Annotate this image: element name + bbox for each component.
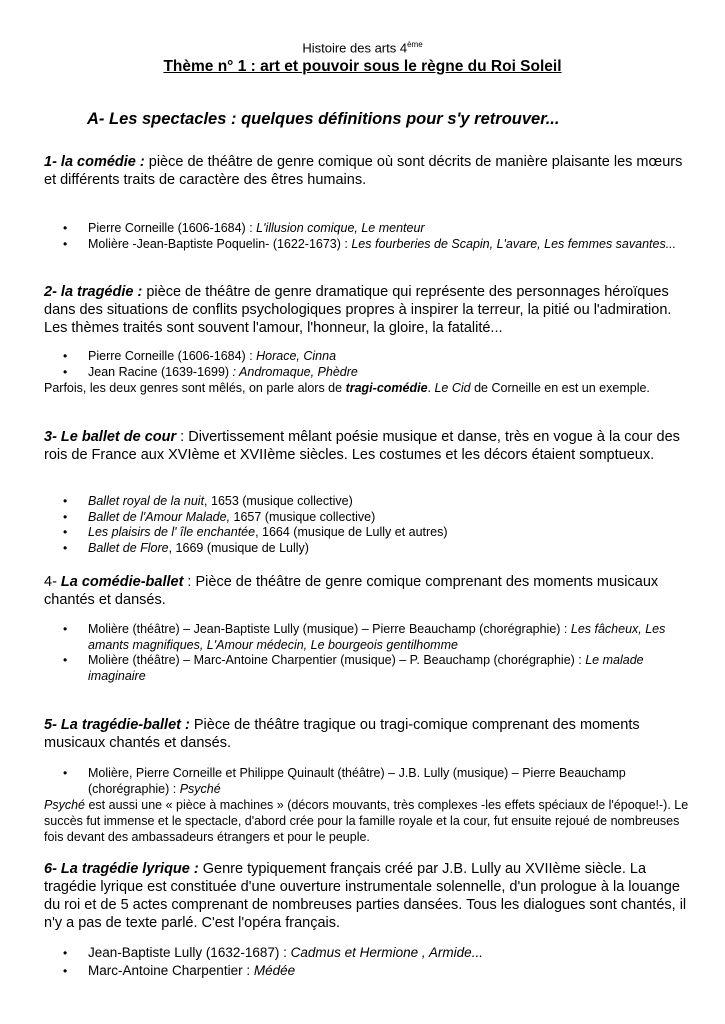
definition-text: pièce de théâtre de genre comique où sont décrits de manière plaisante les mœurs et différents traits de caractère des êtres humains. — [44, 154, 683, 188]
item-author: Marc-Antoine Charpentier : — [88, 963, 254, 978]
item-works: Les fourberies de Scapin, L'avare, Les femmes savantes... — [351, 236, 677, 251]
list-item — [0, 494, 725, 510]
definition-number: 4- — [44, 574, 61, 590]
examples-list-comedie — [0, 221, 725, 252]
item-works: Les fâcheux, Les amants magnifiques, L'Amour médecin, Le bourgeois gentilhomme — [88, 622, 666, 652]
definition-text: Genre typiquement français créé par J.B. Lully au XVIIème siècle. La tragédie lyrique est constituée d'une ouverture instrumentale solennelle, d'un prologue à la louange du roi et de 5 actes comprenant de nombreuses parties dansées. Tous les dialogues sont chantés, il n'y a pas de texte parlé. C'est l'opéra français. — [44, 861, 687, 931]
note-title: Le Cid — [434, 381, 471, 395]
item-author: Jean-Baptiste Lully (1632-1687) : — [88, 945, 291, 960]
section-heading: A- Les spectacles : quelques définitions pour s'y retrouver... — [87, 110, 560, 128]
definition-tragedie — [44, 283, 694, 337]
psyche-note — [44, 797, 694, 845]
subject-text: Histoire des arts 4 — [302, 40, 408, 56]
definition-text: pièce de théâtre de genre dramatique qui représente des personnages héroïques dans des situations de conflits psychologiques propres à inspirer la terreur, la pitié ou l'admiration. Les thèmes traités sont souvent l'amour, l'honneur, la gloire, la fatalité... — [44, 284, 672, 336]
tragi-comedie-note — [44, 380, 694, 396]
note-text: de Corneille en est un exemple. — [470, 381, 650, 395]
definition-label: 6- La tragédie lyrique : — [44, 861, 199, 877]
item-works: Ballet royal de la nuit — [88, 494, 205, 508]
list-item — [0, 365, 725, 381]
definition-text: : Pièce de théâtre de genre comique comprenant des moments musicaux chantés et dansés. — [44, 574, 659, 608]
list-item — [0, 237, 725, 253]
examples-list-tragedie-ballet — [0, 766, 725, 797]
item-author: Molière (théâtre) – Marc-Antoine Charpentier (musique) – P. Beauchamp (chorégraphie) : — [88, 653, 586, 667]
item-author: Molière (théâtre) – Jean-Baptiste Lully (musique) – Pierre Beauchamp (chorégraphie) : — [88, 622, 571, 636]
definition-label: 2- la tragédie : — [44, 284, 143, 300]
note-title: Psyché — [44, 798, 85, 812]
item-author: Pierre Corneille (1606-1684) : — [88, 349, 257, 363]
examples-list-ballet — [0, 494, 725, 556]
definition-label: 1- la comédie : — [44, 154, 145, 170]
item-works: Ballet de Flore — [88, 540, 169, 555]
examples-list-tragedie-lyrique — [0, 944, 725, 980]
note-term: tragi-comédie — [345, 381, 428, 395]
definition-text: Pièce de théâtre tragique ou tragi-comique comprenant des moments musicaux chantés et dansés. — [44, 717, 640, 751]
item-works: Cadmus et Hermione , Armide... — [290, 945, 483, 960]
list-item — [0, 525, 725, 541]
list-item — [0, 962, 725, 980]
item-detail: , 1664 (musique de Lully et autres) — [255, 525, 448, 539]
definition-text: : Divertissement mêlant poésie musique et danse, très en vogue à la cour des rois de France aux XVIème et XVIIème siècles. Les costumes et les décors étaient somptueux. — [44, 429, 680, 463]
note-text: est aussi une « pièce à machines » (décors mouvants, très complexes -les effets spéciaux de l'époque!-). Le succès fut immense et le spectacle, d'abord crée pour la famille royale et la cour, fut ensuite rejoué de nombreuses fois devant des ambassadeurs étrangers et pour le peuple. — [44, 798, 689, 844]
note-text: . — [427, 381, 435, 395]
item-author: Molière, Pierre Corneille et Philippe Quinault (théâtre) – J.B. Lully (musique) – Pierre Beauchamp (chorégraphie) : — [88, 766, 626, 796]
definition-tragedie-ballet — [44, 716, 694, 752]
definition-label: 3- Le ballet de cour — [44, 429, 177, 445]
item-detail: , 1653 (musique collective) — [204, 494, 353, 508]
document-title: Thème n° 1 : art et pouvoir sous le règne du Roi Soleil — [163, 58, 562, 75]
item-works: Médée — [253, 963, 296, 978]
definition-label: La comédie-ballet — [60, 574, 184, 590]
examples-list-comedie-ballet — [0, 622, 725, 684]
list-item — [0, 541, 725, 557]
definition-comedie — [44, 153, 694, 189]
definition-ballet-de-cour — [44, 428, 694, 464]
list-item — [0, 622, 725, 653]
item-works: Ballet de l'Amour Malade, — [88, 509, 231, 524]
list-item — [0, 510, 725, 526]
item-works: Horace, Cinna — [256, 349, 337, 363]
list-item — [0, 653, 725, 684]
note-text: Parfois, les deux genres sont mêlés, on parle alors de — [44, 381, 346, 395]
item-author: Molière -Jean-Baptiste Poquelin- (1622-1673) : — [88, 236, 352, 251]
subject-superscript: ème — [407, 40, 423, 49]
definition-tragedie-lyrique — [44, 860, 694, 932]
examples-list-tragedie — [0, 349, 725, 380]
item-author: Jean Racine (1639-1699) — [88, 364, 233, 379]
definition-comedie-ballet — [44, 573, 694, 609]
item-works: : Andromaque, Phèdre — [232, 364, 358, 379]
definition-label: 5- La tragédie-ballet : — [44, 717, 190, 733]
item-works: Le malade imaginaire — [88, 653, 644, 683]
item-detail: , 1669 (musique de Lully) — [168, 540, 309, 555]
item-author: Pierre Corneille (1606-1684) : — [88, 221, 257, 235]
list-item — [0, 944, 725, 962]
subject-line — [0, 40, 725, 55]
list-item — [0, 349, 725, 365]
item-works: Les plaisirs de l' île enchantée — [88, 525, 256, 539]
item-works: L'illusion comique, Le menteur — [256, 221, 425, 235]
list-item — [0, 221, 725, 237]
item-works: Psyché — [179, 781, 221, 796]
item-detail: 1657 (musique collective) — [230, 509, 376, 524]
list-item — [0, 766, 725, 797]
